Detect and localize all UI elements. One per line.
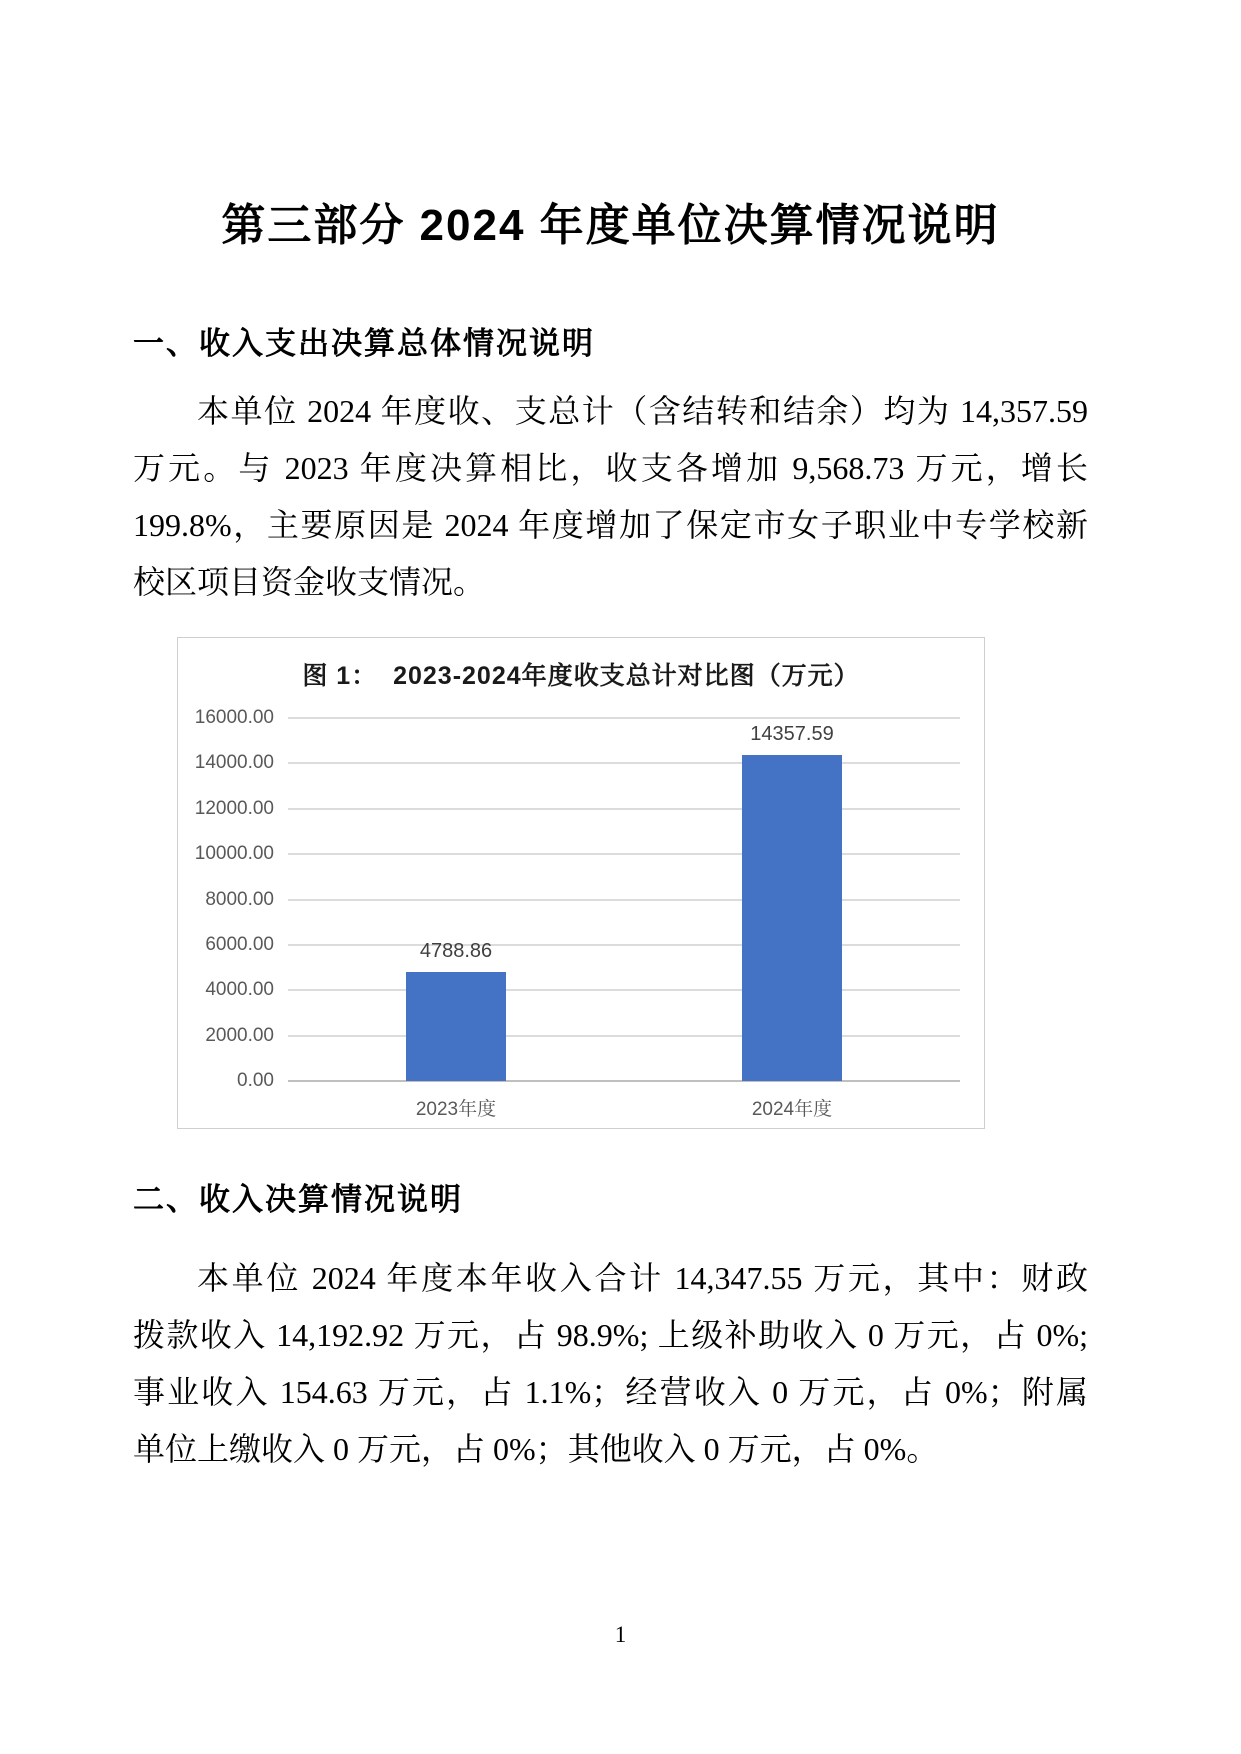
chart-title: 图 1： 2023-2024年度收支总计对比图（万元） [302,662,860,690]
page-number: 1 [614,1622,627,1647]
chart-data-label: 4788.86 [419,940,493,963]
paragraph-line: 本单位 2024 年度收、支总计（含结转和结余）均为 14,357.59 [197,393,1088,429]
chart-y-tick-label: 16000.00 [194,707,274,728]
section1-paragraph [133,383,1088,611]
chart-y-tick-label: 4000.00 [205,979,274,1001]
chart-x-axis-labels [288,1094,960,1121]
paragraph-line: 事业收入 154.63 万元，占 1.1%；经营收入 0 万元，占 0%；附属 [133,1374,1088,1410]
chart-bar-slot [624,718,960,1081]
chart-y-axis-labels [178,707,274,1091]
section1-heading: 一、收入支出决算总体情况说明 [133,326,595,361]
chart-y-tick-label: 14000.00 [194,752,274,774]
chart-bar [742,723,842,1081]
page-title: 第三部分 2024 年度单位决算情况说明 [221,201,1000,250]
paragraph-line: 本单位 2024 年度本年收入合计 14,347.55 万元，其中：财政 [197,1260,1088,1296]
chart-y-tick-label: 10000.00 [194,843,274,865]
chart-y-tick-label: 0.00 [237,1070,274,1091]
chart-bar-slot [288,718,624,1081]
chart-y-tick-label: 8000.00 [205,888,274,910]
chart-bars [288,718,960,1081]
chart-bar [406,940,506,1081]
chart-x-tick-label: 2023年度 [415,1099,497,1120]
chart-plot-area [288,718,960,1081]
chart-data-label: 14357.59 [750,723,834,746]
paragraph-line: 拨款收入 14,192.92 万元，占 98.9%; 上级补助收入 0 万元，占 0%; [133,1317,1088,1353]
paragraph-line: 单位上缴收入 0 万元，占 0%；其他收入 0 万元，占 0%。 [133,1431,939,1467]
bar-chart [177,637,985,1129]
paragraph-line: 校区项目资金收支情况。 [133,564,486,600]
paragraph-line: 万元。与 2023 年度决算相比，收支各增加 9,568.73 万元，增长 [133,450,1088,486]
section2-paragraph [133,1250,1088,1478]
chart-y-tick-label: 12000.00 [194,797,274,819]
paragraph-line: 199.8%，主要原因是 2024 年度增加了保定市女子职业中专学校新 [133,507,1088,543]
section2-heading: 二、收入决算情况说明 [133,1182,463,1217]
chart-y-tick-label: 2000.00 [205,1024,274,1046]
chart-x-tick-label: 2024年度 [751,1099,833,1120]
chart-y-tick-label: 6000.00 [205,933,274,955]
